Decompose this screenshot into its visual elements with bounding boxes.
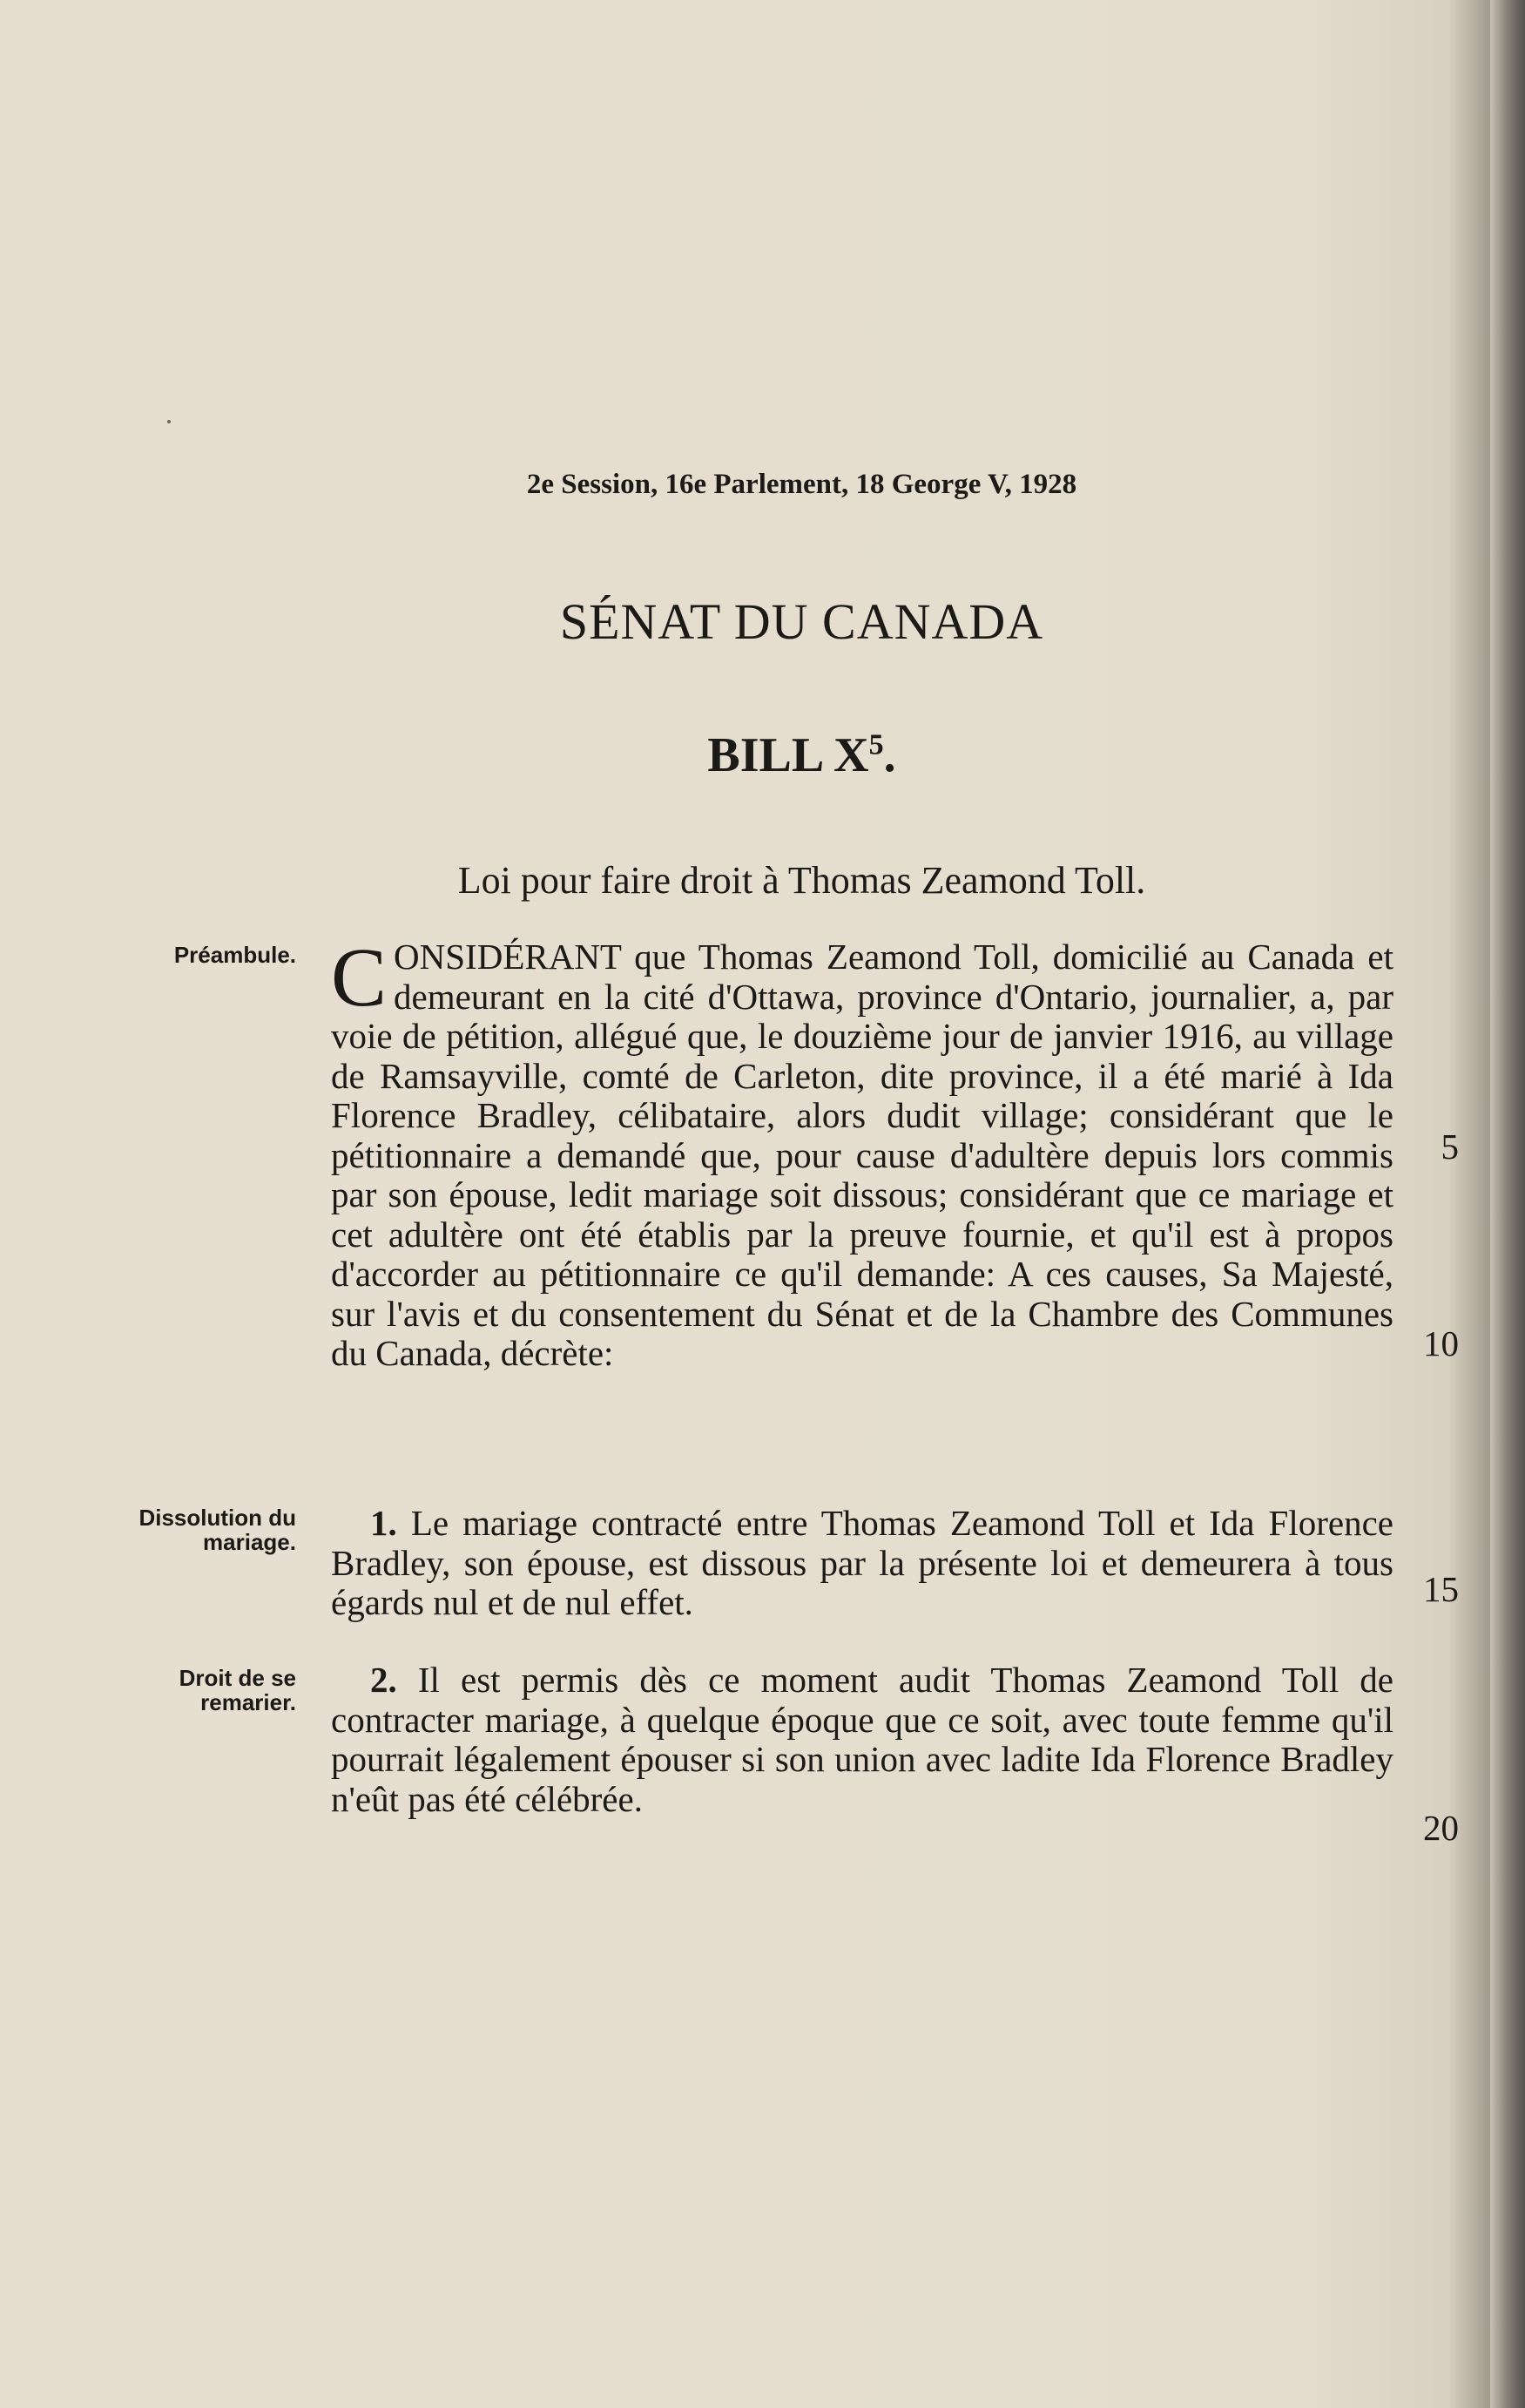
margin-note-preamble: Préambule. — [173, 942, 296, 968]
bill-number: BILL $X^5$. — [707, 728, 896, 782]
section-1-text: Le mariage contracté entre Thomas Zeamond Toll et Ida Florence Bradley, son épouse, est dissous par la présente loi et demeurera à tous égards nul et de nul effet. — [331, 1503, 1393, 1622]
session-line: 2e Session, 16e Parlement, 18 George V, 1928 — [526, 469, 1077, 500]
line-number: 10 — [1423, 1323, 1459, 1363]
bill-superscript: 5 — [868, 728, 884, 761]
line-number: 5 — [1441, 1126, 1459, 1167]
margin-note-section-1: Dissolution du mariage. — [138, 1505, 296, 1555]
line-number: 15 — [1423, 1569, 1459, 1609]
section-2-number: 2. — [370, 1660, 397, 1700]
section-1-paragraph — [331, 1504, 1393, 1623]
act-title: Loi pour faire droit à Thomas Zeamond Toll. — [457, 859, 1146, 902]
dropcap-letter: C — [331, 930, 388, 1024]
preamble-text: ONSIDÉRANT que Thomas Zeamond Toll, domicilié au Canada et demeurant en la cité d'Ottawa, province d'Ontario, journalier, a, par voie de pétition, allégué que, le douzième jour de janvier 1916, au village de Ramsayville, comté de Carleton, dite province, il a été marié à Ida Florence Bradley, célibataire, alors dudit village; considérant que le pétitionnaire a demandé que, pour cause d'adultère depuis lors commis par son épouse, ledit mariage soit dissous; considérant que ce mariage et cet adultère ont été établis par la preuve fournie, et qu'il est à propos d'accorder au pétitionnaire ce qu'il demande: A ces causes, Sa Majesté, sur l'avis et du consentement du Sénat et de la Chambre des Communes du Canada, décrète: — [331, 937, 1393, 1373]
preamble-paragraph — [331, 930, 1393, 1374]
paper-speck — [167, 420, 171, 423]
chamber-title: SÉNAT DU CANADA — [559, 593, 1044, 650]
page-binding-shadow — [1490, 0, 1525, 2408]
line-number: 20 — [1423, 1808, 1459, 1848]
section-2-paragraph — [331, 1661, 1393, 1819]
section-1-number: 1. — [370, 1503, 397, 1543]
margin-note-section-2: Droit de se remarier. — [179, 1665, 296, 1715]
section-2-text: Il est permis dès ce moment audit Thomas Zeamond Toll de contracter mariage, à quelque époque que ce soit, avec toute femme qu'il pourrait légalement épouser si son union avec ladite Ida Florence Bradley n'eût pas été célébrée. — [331, 1660, 1394, 1819]
